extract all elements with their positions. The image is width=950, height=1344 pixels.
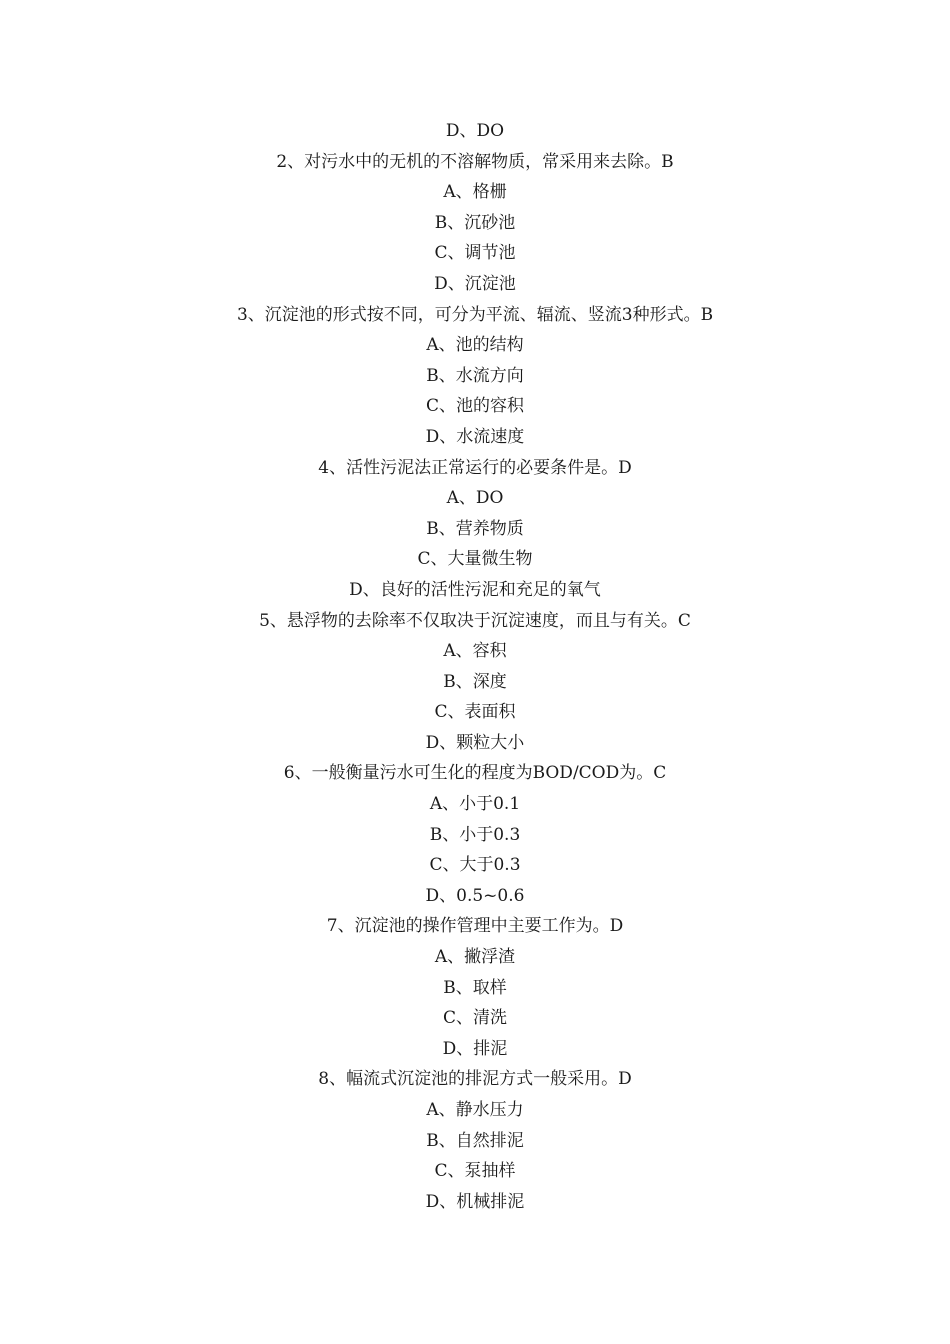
option-line: A、池的结构: [426, 335, 524, 356]
option-line: A、撇浮渣: [434, 947, 516, 968]
document-page: [0, 116, 950, 1217]
option-line: B、沉砂池: [434, 212, 516, 233]
option-line: C、池的容积: [425, 396, 524, 417]
option-line: B、小于0.3: [429, 824, 521, 845]
option-line: D、排泥: [442, 1038, 508, 1059]
option-line: D、DO: [445, 121, 505, 141]
question-line: 8、幅流式沉淀池的排泥方式一般采用。D: [318, 1069, 632, 1090]
option-line: B、自然排泥: [426, 1130, 524, 1151]
option-line: C、大于0.3: [429, 855, 521, 876]
option-line: D、水流速度: [425, 426, 525, 447]
option-line: B、营养物质: [426, 518, 524, 539]
question-line: 7、沉淀池的操作管理中主要工作为。D: [326, 916, 624, 937]
option-line: C、大量微生物: [417, 549, 533, 570]
option-line: C、清洗: [442, 1008, 507, 1029]
option-line: A、格栅: [443, 182, 507, 203]
option-line: C、表面积: [434, 702, 516, 723]
option-line: A、DO: [446, 488, 504, 509]
option-line: D、沉淀池: [434, 273, 516, 294]
option-line: C、泵抽样: [434, 1161, 516, 1182]
option-line: D、颗粒大小: [425, 732, 525, 753]
question-line: 2、对污水中的无机的不溶解物质，常采用来去除。B: [276, 151, 674, 172]
option-line: C、调节池: [434, 243, 516, 264]
option-line: B、水流方向: [426, 365, 524, 386]
option-line: A、容积: [443, 641, 507, 662]
option-line: A、静水压力: [426, 1100, 524, 1120]
option-line: D、良好的活性污泥和充足的氧气: [349, 579, 601, 600]
option-line: A、小于0.1: [429, 794, 521, 815]
option-line: D、机械排泥: [425, 1191, 525, 1212]
option-line: B、深度: [443, 671, 507, 692]
question-line: 4、活性污泥法正常运行的必要条件是。D: [318, 457, 632, 478]
question-line: 5、悬浮物的去除率不仅取决于沉淀速度，而且与有关。C: [259, 610, 691, 631]
option-line: B、取样: [443, 977, 507, 998]
question-line: 6、一般衡量污水可生化的程度为BOD/COD为。C: [283, 763, 667, 784]
option-line: D、0.5~0.6: [425, 885, 525, 906]
question-line: 3、沉淀池的形式按不同，可分为平流、辐流、竖流3种形式。B: [236, 304, 714, 325]
